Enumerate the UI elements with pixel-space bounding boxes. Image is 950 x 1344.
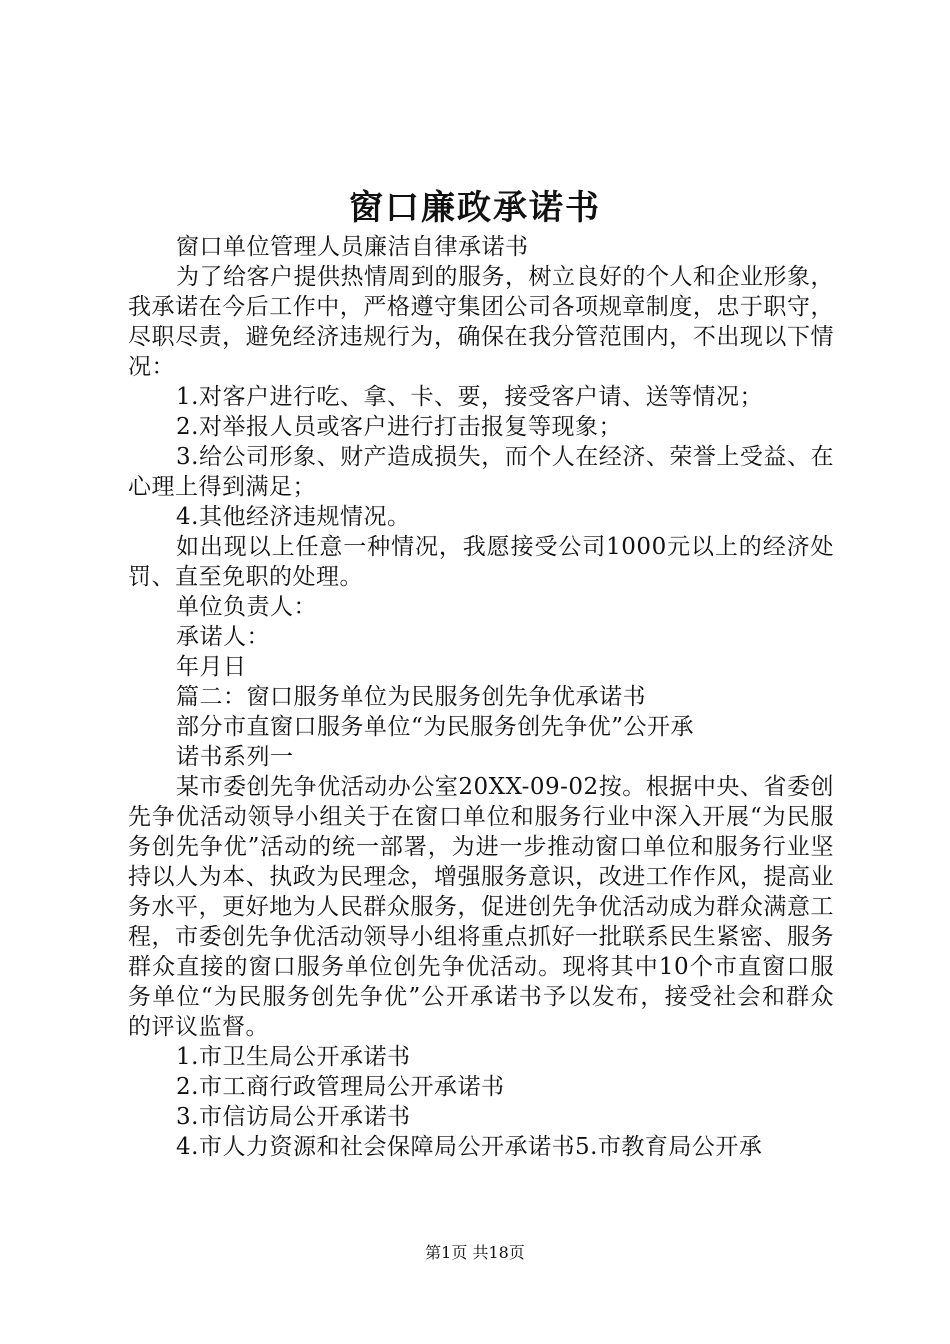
list-item: 4.其他经济违规情况。	[176, 504, 411, 530]
paragraph: 某市委创先争优活动办公室20XX-09-02按。根据中央、省委创先争优活动领导小组关于在窗口单位和服务行业中深入开展“为民服务创先争优”活动的统一部署，为进一步推动窗口单位和服务行业坚持以人为本、执政为民理念，增强服务意识，改进工作作风，提高业务水平，更好地为人民群众服务，促进创先争优活动成为群众满意工程，市委创先争优活动领导小组将重点抓好一批联系民生紧密、服务群众直接的窗口服务单位创先争优活动。现将其中10个市直窗口服务单位“为民服务创先争优”公开承诺书予以发布，接受社会和群众的评议监督。	[128, 774, 834, 1040]
list-item: 2.对举报人员或客户进行打击报复等现象；	[176, 414, 622, 440]
list-item: 1.对客户进行吃、拿、卡、要，接受客户请、送等情况；	[176, 384, 763, 410]
list-item: 3.市信访局公开承诺书	[176, 1104, 411, 1130]
paragraph: 窗口单位管理人员廉洁自律承诺书	[176, 234, 529, 260]
date-line: 年月日	[176, 654, 247, 680]
page-footer: 第1页 共18页	[425, 1243, 525, 1262]
list-item: 2.市工商行政管理局公开承诺书	[176, 1074, 505, 1100]
signature-line: 单位负责人：	[176, 594, 317, 620]
paragraph: 为了给客户提供热情周到的服务，树立良好的个人和企业形象，我承诺在今后工作中，严格遵守集团公司各项规章制度，忠于职守，尽职尽责，避免经济违规行为，确保在我分管范围内，不出现以下情况：	[128, 264, 834, 380]
list-item: 3.给公司形象、财产造成损失，而个人在经济、荣誉上受益、在心理上得到满足；	[128, 444, 834, 500]
signature-line: 承诺人：	[176, 624, 270, 650]
section-heading: 篇二：窗口服务单位为民服务创先争优承诺书	[176, 684, 646, 710]
paragraph: 诺书系列一	[176, 744, 294, 770]
list-item: 4.市人力资源和社会保障局公开承诺书5.市教育局公开承	[176, 1134, 763, 1160]
document-body	[128, 232, 834, 1162]
list-item: 1.市卫生局公开承诺书	[176, 1044, 411, 1070]
document-title: 窗口廉政承诺书	[349, 188, 601, 228]
paragraph: 部分市直窗口服务单位“为民服务创先争优”公开承	[176, 714, 695, 740]
paragraph: 如出现以上任意一种情况，我愿接受公司1000元以上的经济处罚、直至免职的处理。	[128, 534, 834, 590]
